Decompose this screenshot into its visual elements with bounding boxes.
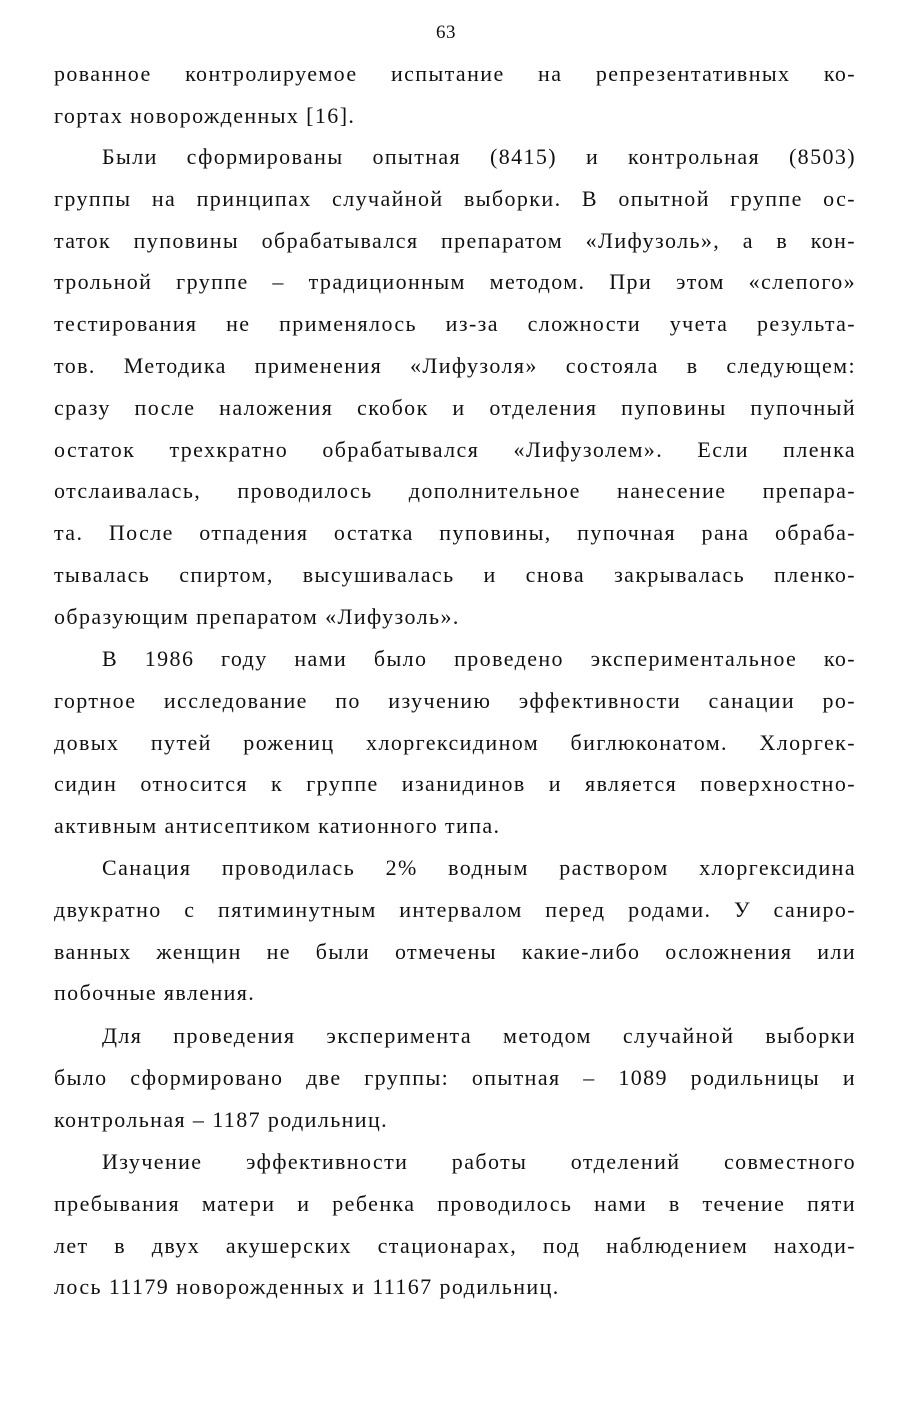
text-line: двукратно с пятиминутным интервалом перед родами. У саниро- <box>54 896 856 922</box>
paragraph-rooming-in-study <box>54 1141 856 1308</box>
text-line: гортное исследование по изучению эффективности санации ро- <box>54 687 856 713</box>
paragraph-sanation <box>54 847 856 1014</box>
paragraph-experiment-groups <box>54 1015 856 1140</box>
text-line: таток пуповины обрабатывался препаратом «Лифузоль», а в кон- <box>54 227 856 253</box>
text-line: Санация проводилась 2% водным раствором хлоргексидина <box>102 855 856 880</box>
text-line: ванных женщин не были отмечены какие-либо осложнения или <box>54 938 856 964</box>
text-line: Были сформированы опытная (8415) и контрольная (8503) <box>102 144 856 169</box>
text-line: группы на принципах случайной выборки. В опытной группе ос- <box>54 185 856 211</box>
text-line: лет в двух акушерских стационарах, под наблюдением находи- <box>54 1232 856 1258</box>
paragraph-continuation <box>54 53 856 137</box>
text-line: пребывания матери и ребенка проводилось нами в течение пяти <box>54 1190 856 1216</box>
text-line: довых путей рожениц хлоргексидином биглюконатом. Хлоргек- <box>54 729 856 755</box>
text-line: гортах новорожденных [16]. <box>54 102 356 128</box>
text-line: тестирования не применялось из-за сложности учета результа- <box>54 311 856 337</box>
text-line: В 1986 году нами было проведено экспериментальное ко- <box>102 646 856 671</box>
text-line: тывалась спиртом, высушивалась и снова закрывалась пленко- <box>54 561 856 587</box>
text-line: трольной группе – традиционным методом. При этом «слепого» <box>54 269 856 295</box>
text-line: остаток трехкратно обрабатывался «Лифузолем». Если пленка <box>54 436 856 462</box>
text-line: сидин относится к группе изанидинов и является поверхностно- <box>54 771 856 797</box>
text-line: образующим препаратом «Лифузоль». <box>54 603 460 629</box>
text-line: контрольная – 1187 родильниц. <box>54 1106 389 1132</box>
text-line: побочные явления. <box>54 980 256 1006</box>
text-line: рованное контролируемое испытание на репрезентативных ко- <box>54 61 856 86</box>
text-line: Для проведения эксперимента методом случайной выборки <box>102 1023 856 1048</box>
paragraph-chlorhexidine-study <box>54 638 856 847</box>
text-line: активным антисептиком катионного типа. <box>54 813 501 839</box>
text-line: было сформировано две группы: опытная – 1089 родильницы и <box>54 1064 856 1090</box>
paragraph-groups-lifuzol <box>54 136 856 638</box>
text-line: та. После отпадения остатка пуповины, пупочная рана обраба- <box>54 520 856 546</box>
text-line: отслаивалась, проводилось дополнительное нанесение препара- <box>54 478 856 504</box>
text-line: Изучение эффективности работы отделений совместного <box>102 1149 856 1174</box>
text-line: лось 11179 новорожденных и 11167 родильниц. <box>54 1274 560 1300</box>
text-line: тов. Методика применения «Лифузоля» состояла в следующем: <box>54 352 856 378</box>
text-line: сразу после наложения скобок и отделения пуповины пупочный <box>54 394 856 420</box>
page-number: 63 <box>436 22 456 43</box>
